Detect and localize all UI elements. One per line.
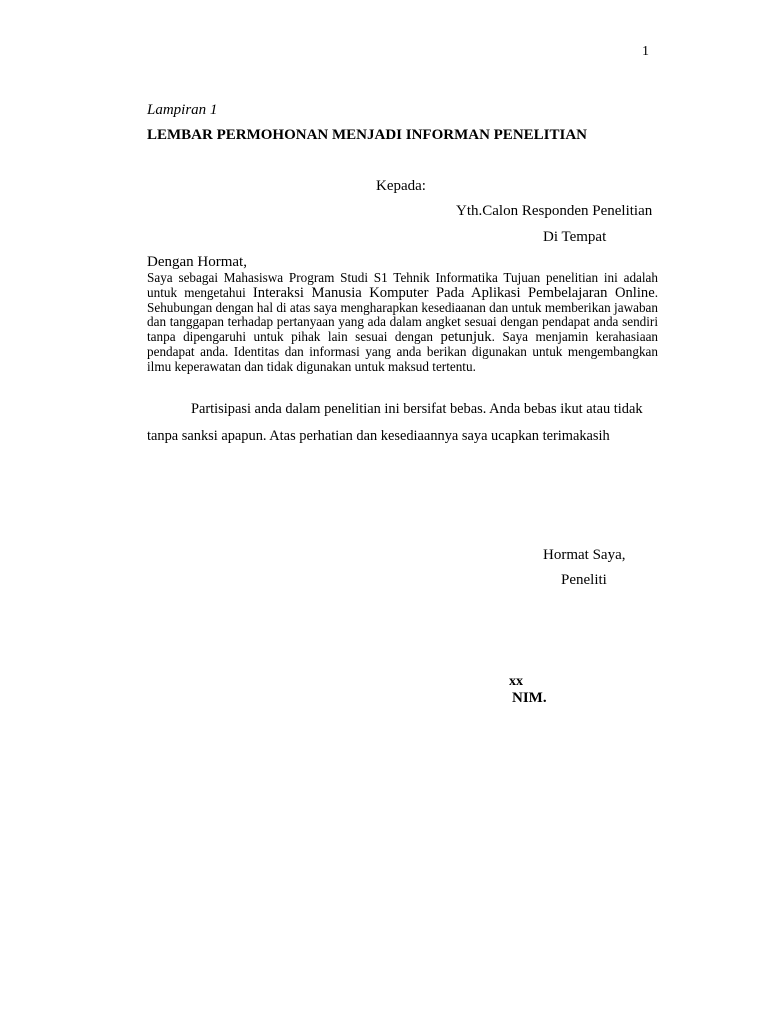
appendix-label: Lampiran 1 xyxy=(147,102,218,118)
participation-paragraph xyxy=(147,396,667,449)
researcher-name: xx xyxy=(509,674,523,689)
body-text-part1: Saya sebagai Mahasiswa Program Studi S1 Tehnik Informatika Tujuan penelitian ini adalah untuk mengetahui xyxy=(147,270,658,300)
body-text-petunjuk: petunjuk xyxy=(440,329,492,346)
recipient-addressee: Yth.Calon Responden Penelitian xyxy=(456,203,653,219)
body-text-topic: Interaksi Manusia Komputer Pada Aplikasi Pembelajaran Online xyxy=(252,284,655,301)
body-text-part3: . Sehubungan dengan hal di atas saya mengharapkan kesediaanan dan untuk memberikan jawaban dan tanggapan terhadap pertanyaan yang ada dalam angket sesuai dengan pendapat anda sendiri tanpa dipengaruhi untuk pihak lain sesuai dengan xyxy=(147,284,658,345)
body-text-part5: . Saya menjamin kerahasiaan pendapat anda. Identitas dan informasi yang anda berikan digunakan untuk mengembangkan ilmu keperawatan dan tidak digunakan untuk maksud tertentu. xyxy=(147,329,659,374)
participation-text: Partisipasi anda dalam penelitian ini bersifat bebas. Anda bebas ikut atau tidak tanpa sanksi apapun. Atas perhatian dan kesediaannya saya ucapkan terimakasih xyxy=(147,401,643,444)
closing-salutation: Hormat Saya, xyxy=(543,547,626,563)
researcher-role: Peneliti xyxy=(561,572,607,588)
recipient-to-label: Kepada: xyxy=(376,178,426,194)
body-paragraph xyxy=(147,271,658,375)
greeting: Dengan Hormat, xyxy=(147,254,247,270)
document-title: LEMBAR PERMOHONAN MENJADI INFORMAN PENELITIAN xyxy=(147,127,588,143)
page-number: 1 xyxy=(642,44,649,59)
recipient-place: Di Tempat xyxy=(543,229,607,245)
researcher-nim: NIM. xyxy=(512,690,547,706)
